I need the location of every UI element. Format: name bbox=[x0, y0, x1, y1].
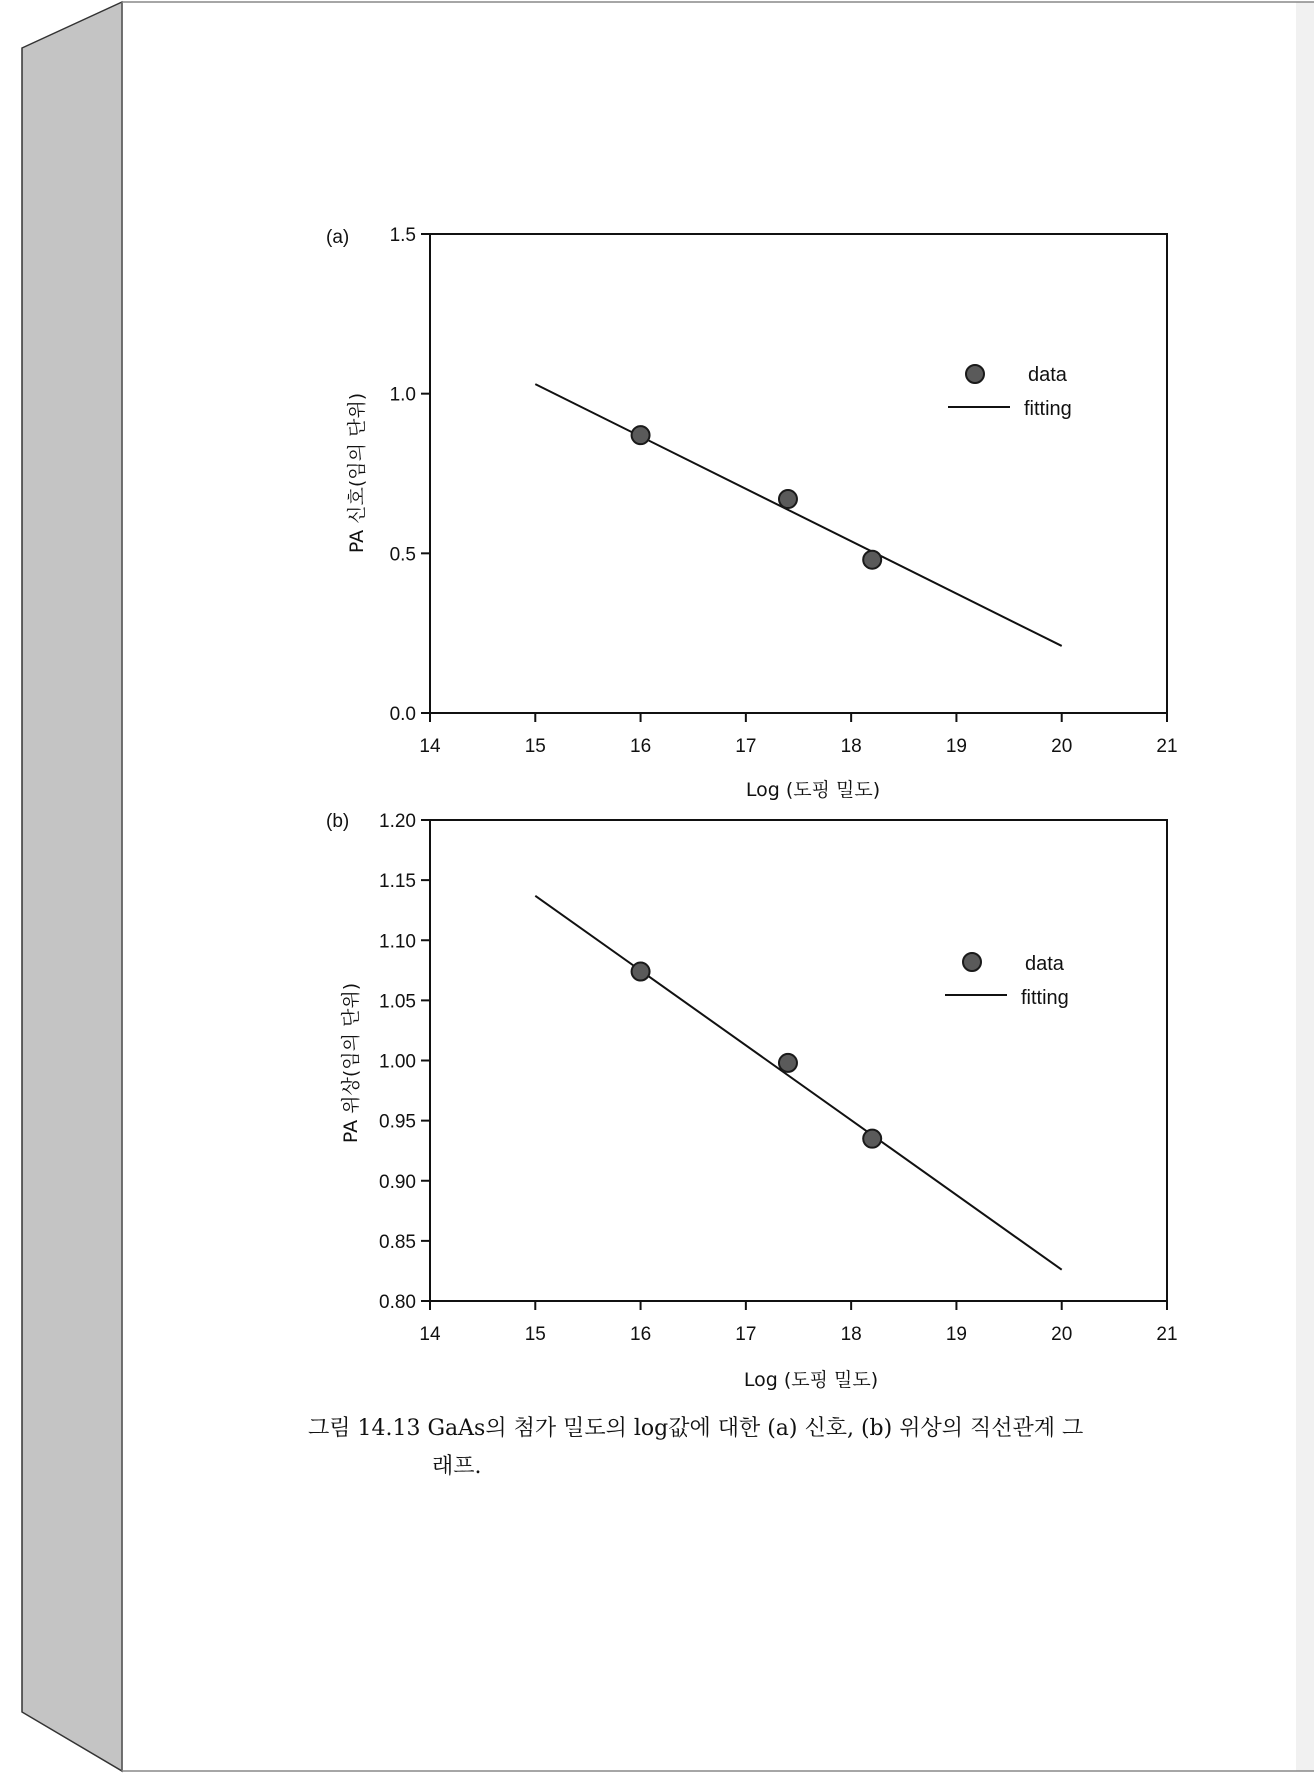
x-tick-label: 15 bbox=[524, 736, 546, 757]
y-tick-label: 1.5 bbox=[389, 225, 416, 246]
y-tick-label: 0.85 bbox=[379, 1231, 416, 1253]
x-tick-label: 18 bbox=[840, 1324, 862, 1345]
y-tick-label: 0.80 bbox=[379, 1292, 416, 1313]
y-tick-label: 1.15 bbox=[379, 871, 416, 893]
x-tick-label: 14 bbox=[419, 736, 441, 757]
legend-b bbox=[945, 953, 1069, 1009]
y-tick-label: 0.5 bbox=[389, 544, 416, 566]
caption-line-2: 래프. bbox=[432, 1454, 482, 1479]
x-tick-label: 17 bbox=[735, 736, 757, 757]
caption-line-1: 그림 14.13 GaAs의 첨가 밀도의 log값에 대한 (a) 신호, (b) 위상의 직선관계 그 bbox=[308, 1416, 1084, 1441]
y-tick-label: 0.90 bbox=[379, 1171, 416, 1193]
x-tick-label: 19 bbox=[945, 1324, 967, 1345]
y-tick-label: 0.95 bbox=[379, 1111, 416, 1133]
y-tick-label: 1.20 bbox=[379, 811, 416, 832]
x-tick-label: 17 bbox=[735, 1324, 757, 1345]
panel-label-b: (b) bbox=[326, 811, 350, 832]
y-axis-title-b: PA 위상(임의 단위) bbox=[340, 982, 362, 1144]
x-tick-label: 16 bbox=[630, 1324, 652, 1345]
x-tick-label: 15 bbox=[524, 1324, 546, 1345]
y-tick-label: 1.0 bbox=[389, 384, 416, 406]
x-axis-title-a: Log (도핑 밀도) bbox=[745, 779, 881, 800]
x-tick-label: 19 bbox=[945, 736, 967, 757]
panel-label-a: (a) bbox=[326, 227, 350, 248]
x-tick-label: 21 bbox=[1156, 1324, 1178, 1345]
y-tick-label: 0.0 bbox=[389, 704, 416, 725]
x-tick-label: 20 bbox=[1051, 736, 1073, 757]
legend-fitting-label-a: fitting bbox=[1024, 398, 1072, 420]
data-point bbox=[779, 1054, 797, 1072]
x-tick-label: 21 bbox=[1156, 736, 1178, 757]
fitting-line-b bbox=[535, 896, 1061, 1270]
plot-frame-b bbox=[430, 820, 1167, 1301]
legend-data-label-b: data bbox=[1025, 953, 1064, 975]
y-axis-title-a: PA 신호(임의 단위) bbox=[346, 392, 368, 554]
data-point bbox=[632, 963, 650, 981]
legend-data-marker-b bbox=[963, 953, 981, 971]
x-tick-label: 16 bbox=[630, 736, 652, 757]
legend-fitting-label-b: fitting bbox=[1021, 987, 1069, 1009]
data-point bbox=[863, 1130, 881, 1148]
x-tick-label: 18 bbox=[840, 736, 862, 757]
y-tick-label: 1.00 bbox=[379, 1051, 416, 1073]
x-axis-title-b: Log (도핑 밀도) bbox=[743, 1369, 879, 1391]
x-tick-label: 20 bbox=[1051, 1324, 1073, 1345]
x-tick-label: 14 bbox=[419, 1324, 441, 1345]
x-ticks-b bbox=[419, 1301, 1177, 1345]
figure-caption bbox=[308, 1410, 1208, 1486]
y-tick-label: 1.10 bbox=[379, 931, 416, 953]
y-tick-label: 1.05 bbox=[379, 991, 416, 1013]
legend-data-label-a: data bbox=[1028, 364, 1067, 386]
y-ticks-b bbox=[379, 811, 430, 1313]
